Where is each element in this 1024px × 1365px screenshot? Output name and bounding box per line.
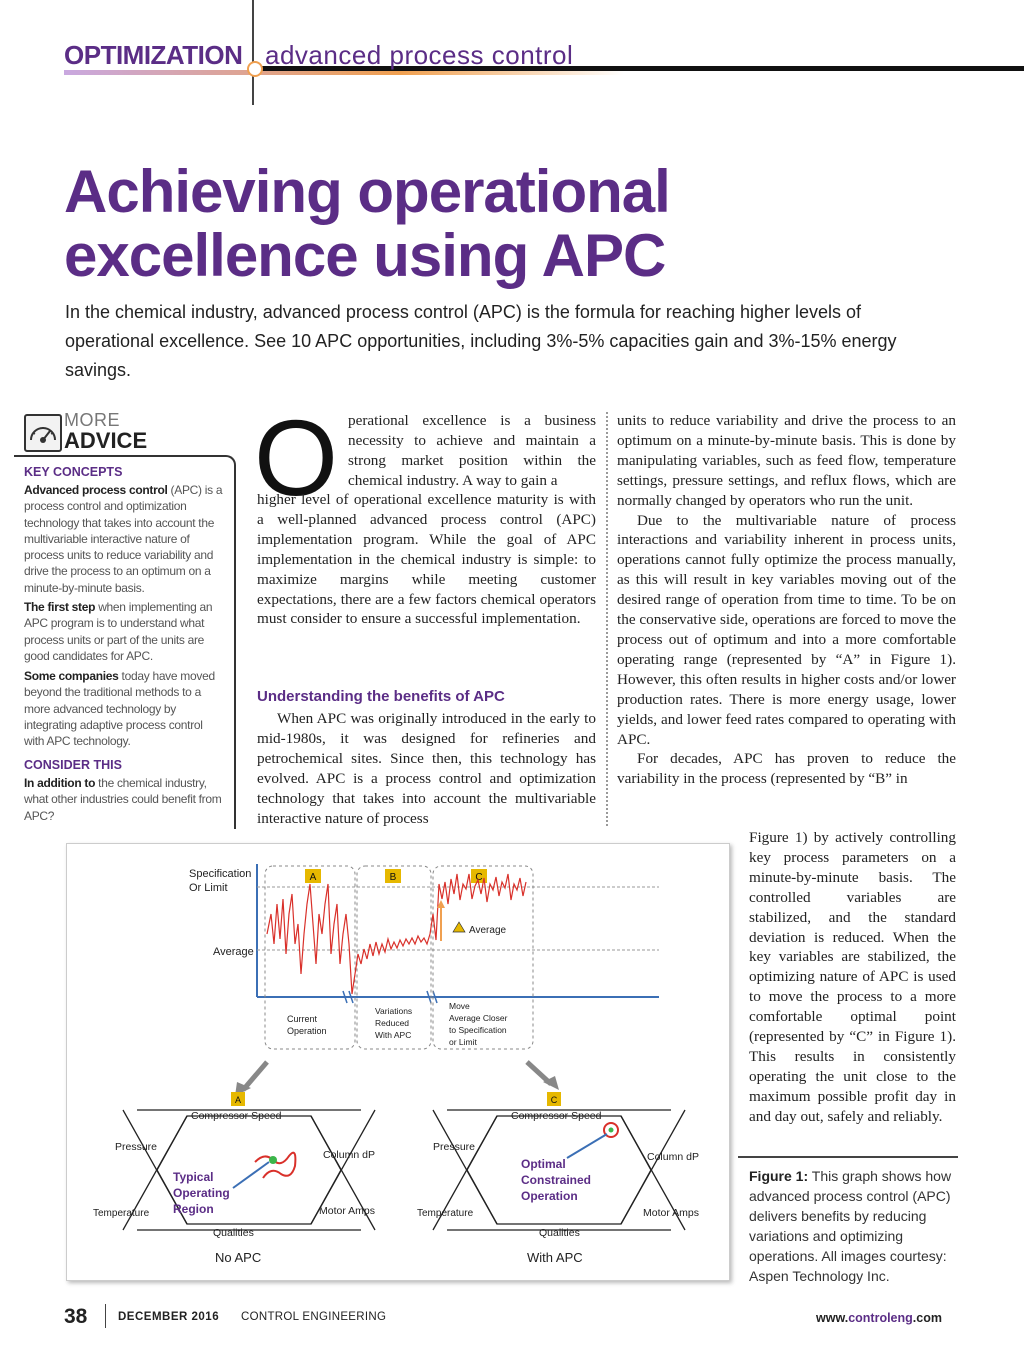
- column-divider: [606, 412, 608, 826]
- svg-text:Compressor Speed: Compressor Speed: [191, 1110, 282, 1122]
- svg-text:Column dP: Column dP: [323, 1149, 375, 1161]
- page-number: 38: [64, 1305, 88, 1328]
- svg-text:Motor Amps: Motor Amps: [319, 1205, 376, 1217]
- header-vertical-rule: [252, 0, 254, 105]
- advice-label: ADVICE: [64, 428, 148, 453]
- svg-text:Temperature: Temperature: [93, 1208, 150, 1219]
- average-label: Average: [213, 946, 254, 958]
- svg-text:Variations: Variations: [375, 1006, 413, 1016]
- caption-rule: [738, 1156, 958, 1158]
- consider-this-heading: CONSIDER THIS: [24, 758, 122, 772]
- with-apc-label: With APC: [527, 1250, 583, 1265]
- svg-text:to Specification: to Specification: [449, 1025, 507, 1035]
- body-col1-p1-rest: higher level of operational excellence maturity is with a well-planned advanced process control (APC) implementation program. While the goal of APC implementation in the chemical industry is simple: to maximize margins while meeting customer expectations, there are a few factors chemical operators must consider to ensure a successful implementation.: [257, 491, 596, 628]
- more-label: MORE: [64, 410, 120, 430]
- article-title: Achieving operational excellence using APC: [64, 158, 670, 289]
- svg-text:Reduced: Reduced: [375, 1018, 410, 1028]
- svg-text:With APC: With APC: [375, 1030, 412, 1040]
- average-tag: Average: [469, 925, 507, 936]
- svg-text:Compressor Speed: Compressor Speed: [511, 1110, 602, 1122]
- topic-label: advanced process control: [265, 40, 574, 70]
- figure-1: [66, 843, 730, 1281]
- body-col2-p1: units to reduce variability and drive the process to an optimum on a minute-by-minute basis. This is done by manipulating variables, such as feed flow, temperature settings, pressure settings, and reflux flows, which are normally changed by operators who run the unit.: [617, 412, 956, 509]
- no-apc-label: No APC: [215, 1250, 262, 1265]
- issue-date: DECEMBER 2016: [118, 1311, 220, 1323]
- svg-text:Temperature: Temperature: [417, 1208, 474, 1219]
- section-label: OPTIMIZATION: [64, 40, 243, 70]
- svg-text:Move: Move: [449, 1001, 470, 1011]
- svg-text:Pressure: Pressure: [115, 1141, 158, 1153]
- drop-cap: O: [254, 397, 339, 518]
- svg-text:Average Closer: Average Closer: [449, 1013, 508, 1023]
- svg-text:Constrained: Constrained: [521, 1173, 592, 1187]
- svg-text:A: A: [234, 1095, 242, 1105]
- key-concept-3: Some companies today have moved beyond the traditional methods to a more advanced technology by integrating adaptive process control with APC technology.: [24, 669, 215, 749]
- body-col1-p2: When APC was originally introduced in the early to mid-1980s, it was designed for refineries and petrochemical sites. Since then, this technology has evolved. APC is a process control and optimization technology that takes into account the multivariable interactive nature of process: [257, 710, 596, 827]
- spec-label: Specification: [189, 868, 252, 880]
- svg-text:Operation: Operation: [287, 1026, 327, 1036]
- svg-text:Qualities: Qualities: [213, 1227, 254, 1239]
- section-subhead: Understanding the benefits of APC: [257, 688, 505, 705]
- marker-b-label: B: [389, 872, 397, 883]
- body-col1-p1-start: perational excellence is a business necessity to achieve and maintain a strong market position within the chemical industry. A way to gain a: [348, 412, 596, 489]
- article-deck: In the chemical industry, advanced process control (APC) is the formula for reaching higher levels of operational excellence. See 10 APC opportunities, including 3%-5% capacities gain and 3%-15% energy savings.: [65, 302, 897, 380]
- key-concept-1: Advanced process control (APC) is a process control and optimization technology that takes into account the multivariable interactive nature of process units to reduce variability and drive the process to an optimum on a minute-by-minute basis.: [24, 483, 223, 595]
- magazine-name: CONTROL ENGINEERING: [241, 1311, 387, 1323]
- svg-text:Operation: Operation: [521, 1189, 578, 1203]
- svg-text:Pressure: Pressure: [433, 1141, 476, 1153]
- svg-text:Typical: Typical: [173, 1170, 214, 1184]
- svg-text:Current: Current: [287, 1014, 318, 1024]
- website-link[interactable]: www.controleng.com: [816, 1311, 942, 1325]
- body-col2-p3: For decades, APC has proven to reduce the variability in the process (represented by “B” in: [617, 750, 956, 788]
- key-concept-2: The first step when implementing an APC program is to understand what process units or part of the units are good candidates for APC.: [24, 600, 213, 663]
- body-col3: Figure 1) by actively controlling key process parameters on a minute-by-minute basis. The controlled variables are stabilized, and the standard deviation is reduced. When the key variables are stabilized, the optimizing nature of APC is used to move the process to a more comfortable optimal point (represented by “C” in Figure 1). This results in consistently operating the unit close to the maximum possible profit day in and day out, safely and reliably.: [749, 829, 956, 1125]
- marker-a-label: A: [309, 872, 317, 883]
- svg-text:Qualities: Qualities: [539, 1227, 580, 1239]
- consider-this-text: In addition to the chemical industry, what other industries could benefit from APC?: [24, 776, 222, 823]
- key-concepts-heading: KEY CONCEPTS: [24, 465, 123, 479]
- svg-text:C: C: [550, 1095, 558, 1105]
- body-col2-p2: Due to the multivariable nature of process interactions and variability inherent in process units, operations cannot fully optimize the process manually, as this will result in key variables moving out of the desired range of operation from time to time. To be on the conservative side, operations are forced to move the process out of optimum and into a more comfortable operating range (represented by “A” in Figure 1). However, this often results in higher costs and/or lower production rates. There is more energy usage, lower yields, and lower feed rates compared to operating with APC.: [617, 511, 956, 748]
- body-col1-p1: [257, 490, 596, 629]
- svg-text:Motor Amps: Motor Amps: [643, 1207, 700, 1219]
- figure-caption: Figure 1: This graph shows how advanced process control (APC) delivers benefits by reducing variations and optimizing operations. All images courtesy: Aspen Technology Inc.: [749, 1168, 952, 1284]
- svg-text:Operating: Operating: [173, 1186, 230, 1200]
- footer-divider: [105, 1304, 106, 1328]
- gauge-icon: [24, 414, 62, 452]
- limit-label: Or Limit: [189, 882, 228, 894]
- svg-text:Optimal: Optimal: [521, 1157, 566, 1171]
- svg-text:Column dP: Column dP: [647, 1151, 699, 1163]
- svg-text:Region: Region: [173, 1202, 214, 1216]
- marker-c-label: C: [475, 872, 483, 883]
- body-col2: [617, 411, 956, 789]
- header-dot: [247, 61, 263, 77]
- svg-text:or Limit: or Limit: [449, 1037, 477, 1047]
